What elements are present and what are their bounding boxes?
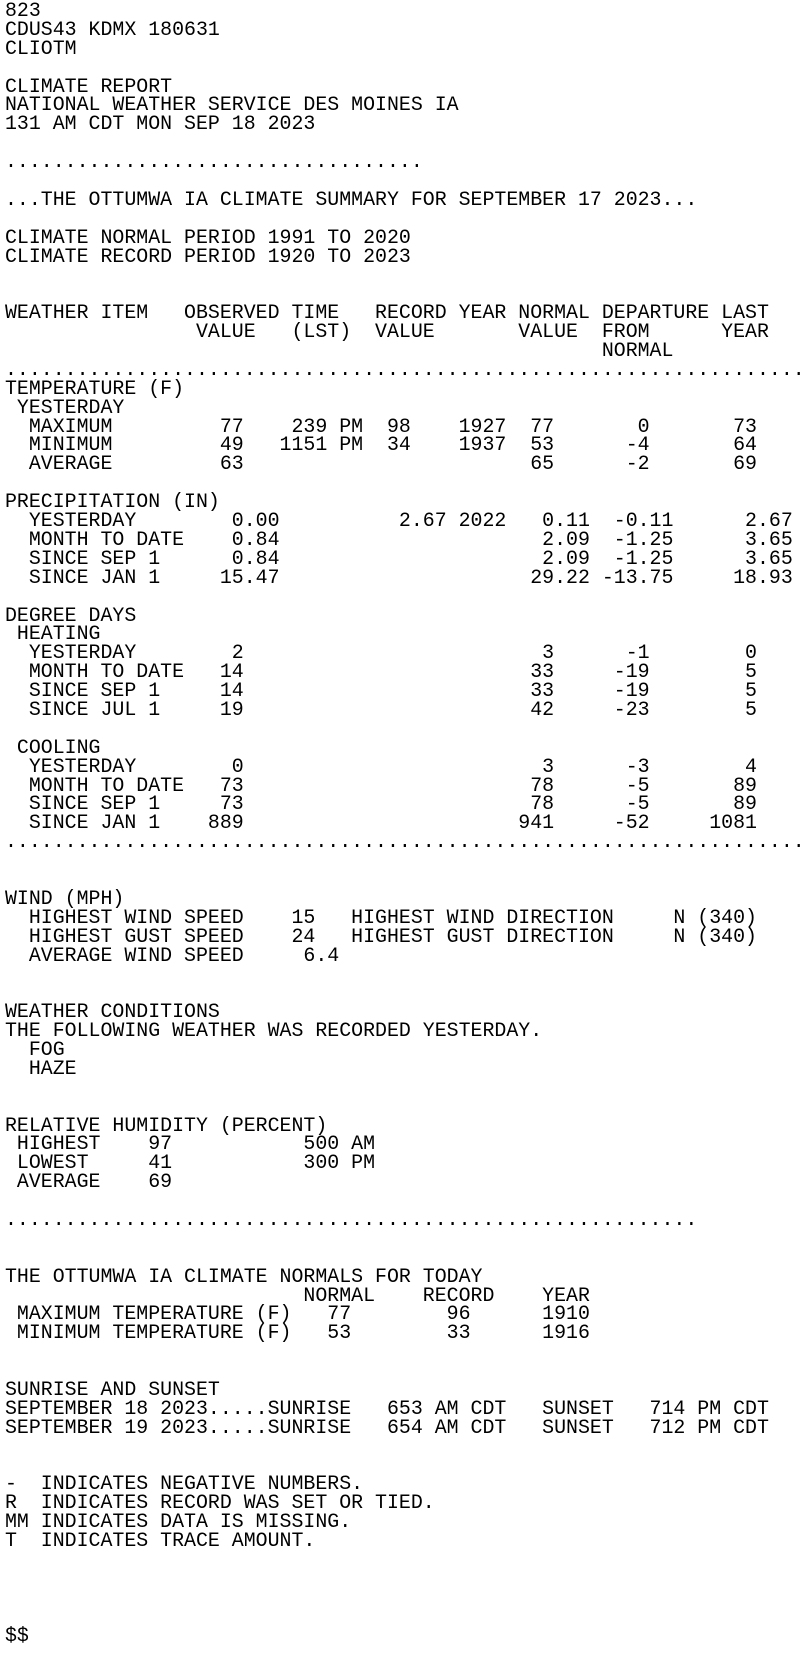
report-line bbox=[5, 720, 810, 739]
report-line: YESTERDAY 0 3 -3 4 bbox=[5, 754, 757, 778]
report-line: HAZE bbox=[5, 1056, 77, 1080]
report-line: SINCE SEP 1 14 33 -19 5 bbox=[5, 679, 757, 703]
report-line: SEPTEMBER 19 2023.....SUNRISE 654 AM CDT SUNSET 712 PM CDT bbox=[5, 1415, 769, 1439]
report-line: NORMAL RECORD YEAR bbox=[5, 1283, 590, 1307]
report-line: YESTERDAY bbox=[5, 395, 125, 419]
report-line: MONTH TO DATE 0.84 2.09 -1.25 3.65 bbox=[5, 527, 793, 551]
report-line: $$ bbox=[5, 1623, 29, 1647]
report-line: CLIMATE RECORD PERIOD 1920 TO 2023 bbox=[5, 244, 411, 268]
report-line: THE OTTUMWA IA CLIMATE NORMALS FOR TODAY bbox=[5, 1264, 483, 1288]
report-line: SINCE SEP 1 0.84 2.09 -1.25 3.65 bbox=[5, 546, 793, 570]
report-line: HIGHEST WIND SPEED 15 HIGHEST WIND DIRECTION N (340) bbox=[5, 905, 757, 929]
report-line: ................................... bbox=[5, 150, 423, 174]
report-line: WIND (MPH) bbox=[5, 886, 125, 910]
report-line: CLIMATE NORMAL PERIOD 1991 TO 2020 bbox=[5, 225, 411, 249]
report-line: SINCE JAN 1 15.47 29.22 -13.75 18.93 bbox=[5, 565, 793, 589]
report-line: VALUE (LST) VALUE VALUE FROM YEAR bbox=[5, 320, 769, 344]
report-line: AVERAGE 63 65 -2 69 bbox=[5, 452, 757, 476]
report-line: ...THE OTTUMWA IA CLIMATE SUMMARY FOR SEPTEMBER 17 2023... bbox=[5, 187, 698, 211]
report-line: MINIMUM TEMPERATURE (F) 53 33 1916 bbox=[5, 1321, 590, 1345]
report-line: ................................................................... bbox=[5, 357, 805, 381]
report-line bbox=[5, 1589, 810, 1608]
report-line: PRECIPITATION (IN) bbox=[5, 490, 220, 514]
report-line: MM INDICATES DATA IS MISSING. bbox=[5, 1510, 352, 1534]
report-line bbox=[5, 1079, 810, 1098]
report-line bbox=[5, 1438, 810, 1457]
report-line: HEATING bbox=[5, 622, 101, 646]
report-line: NORMAL bbox=[5, 339, 674, 363]
report-line: SINCE SEP 1 73 78 -5 89 bbox=[5, 792, 757, 816]
report-line: WEATHER CONDITIONS bbox=[5, 1000, 220, 1024]
report-line: DEGREE DAYS bbox=[5, 603, 137, 627]
report-line: TEMPERATURE (F) bbox=[5, 376, 185, 400]
report-line: MINIMUM 49 1151 PM 34 1937 53 -4 64 bbox=[5, 433, 757, 457]
report-line: 131 AM CDT MON SEP 18 2023 bbox=[5, 112, 316, 136]
report-line: - INDICATES NEGATIVE NUMBERS. bbox=[5, 1472, 364, 1496]
report-line: YESTERDAY 0.00 2.67 2022 0.11 -0.11 2.67 bbox=[5, 509, 793, 533]
report-line: SINCE JUL 1 19 42 -23 5 bbox=[5, 697, 757, 721]
report-line: FOG bbox=[5, 1037, 65, 1061]
report-line bbox=[5, 1230, 810, 1249]
report-line: MONTH TO DATE 73 78 -5 89 bbox=[5, 773, 757, 797]
report-line bbox=[5, 1343, 810, 1362]
report-line: THE FOLLOWING WEATHER WAS RECORDED YESTERDAY. bbox=[5, 1019, 543, 1043]
report-line: .......................................................... bbox=[5, 1208, 698, 1231]
report-line: HIGHEST GUST SPEED 24 HIGHEST GUST DIRECTION N (340) bbox=[5, 924, 757, 948]
report-line bbox=[5, 266, 810, 285]
report-line: MONTH TO DATE 14 33 -19 5 bbox=[5, 660, 757, 684]
report-line: 823 bbox=[5, 0, 41, 22]
report-line bbox=[5, 1570, 810, 1589]
report-line: R INDICATES RECORD WAS SET OR TIED. bbox=[5, 1491, 435, 1515]
report-line: SUNRISE AND SUNSET bbox=[5, 1378, 220, 1402]
report-line: MAXIMUM 77 239 PM 98 1927 77 0 73 bbox=[5, 414, 757, 438]
report-line: CLIOTM bbox=[5, 36, 77, 60]
report-line bbox=[5, 852, 810, 871]
report-line: CLIMATE REPORT bbox=[5, 74, 173, 98]
report-line: RELATIVE HUMIDITY (PERCENT) bbox=[5, 1113, 328, 1137]
report-line bbox=[5, 1551, 810, 1570]
report-line: SEPTEMBER 18 2023.....SUNRISE 653 AM CDT SUNSET 714 PM CDT bbox=[5, 1396, 769, 1420]
report-line bbox=[5, 871, 810, 890]
report-line: AVERAGE 69 bbox=[5, 1170, 173, 1194]
report-line: ................................................................... bbox=[5, 830, 805, 854]
report-line: NATIONAL WEATHER SERVICE DES MOINES IA bbox=[5, 93, 459, 117]
report-line: COOLING bbox=[5, 735, 101, 759]
report-line: HIGHEST 97 500 AM bbox=[5, 1132, 376, 1156]
report-line bbox=[5, 965, 810, 984]
report-line: CDUS43 KDMX 180631 bbox=[5, 17, 220, 41]
report-line: AVERAGE WIND SPEED 6.4 bbox=[5, 943, 340, 967]
report-line: T INDICATES TRACE AMOUNT. bbox=[5, 1529, 316, 1553]
report-line: LOWEST 41 300 PM bbox=[5, 1151, 376, 1175]
report-line: SINCE JAN 1 889 941 -52 1081 bbox=[5, 811, 757, 835]
report-line: MAXIMUM TEMPERATURE (F) 77 96 1910 bbox=[5, 1302, 590, 1326]
report-line: YESTERDAY 2 3 -1 0 bbox=[5, 641, 757, 665]
report-line: WEATHER ITEM OBSERVED TIME RECORD YEAR NORMAL DEPARTURE LAST bbox=[5, 301, 769, 325]
report-line bbox=[5, 1608, 810, 1627]
